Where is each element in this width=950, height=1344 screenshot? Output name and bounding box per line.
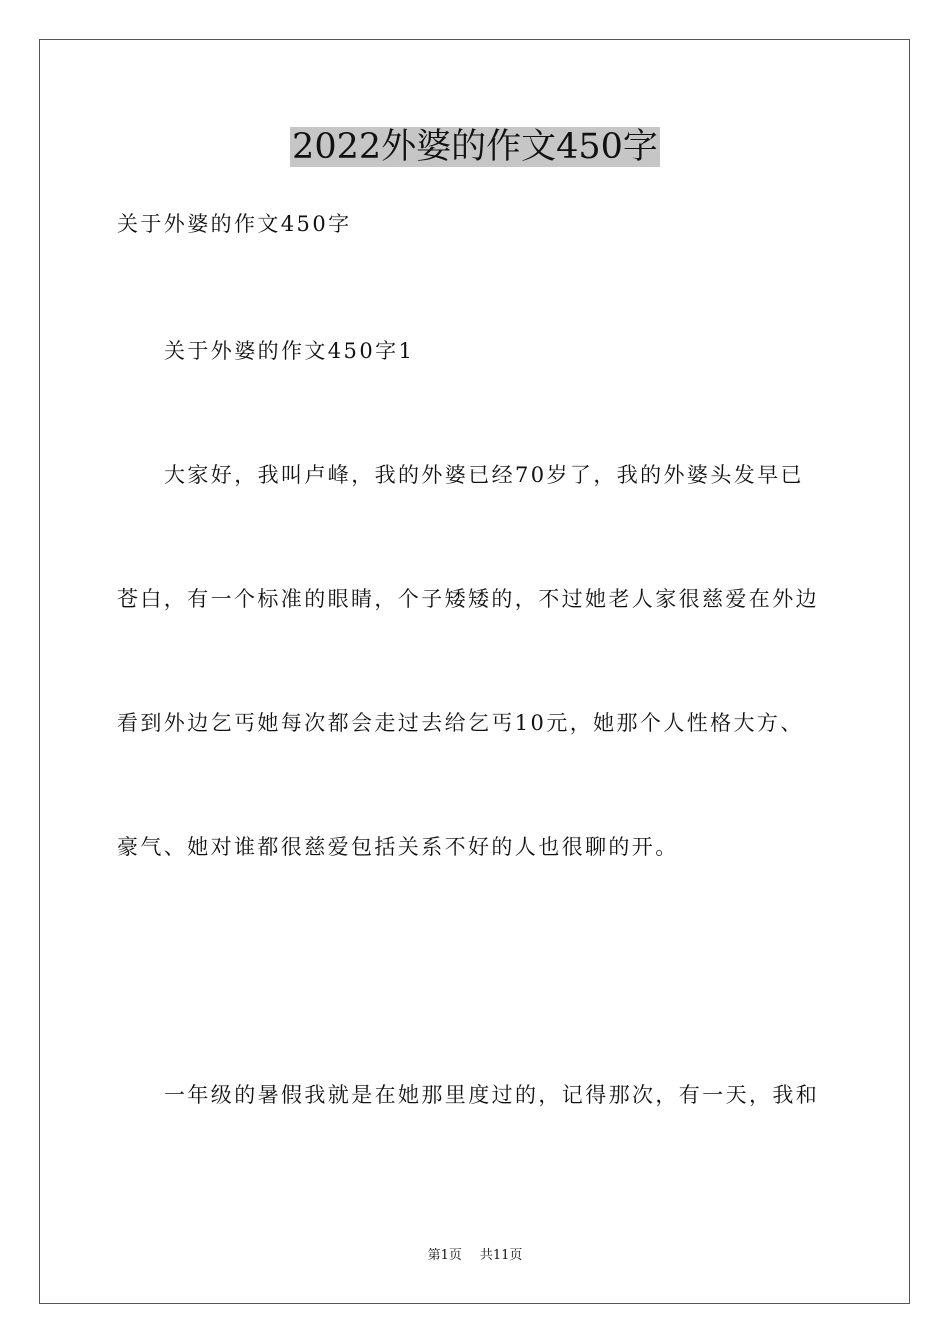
paragraph-line: 苍白，有一个标准的眼睛，个子矮矮的，不过她老人家很慈爱在外边 bbox=[117, 587, 819, 611]
document-title-text: 2022外婆的作文450字 bbox=[292, 127, 658, 167]
page-footer bbox=[0, 1247, 950, 1265]
section-heading: 关于外婆的作文450字1 bbox=[164, 339, 415, 363]
paragraph-line: 豪气、她对谁都很慈爱包括关系不好的人也很聊的开。 bbox=[117, 835, 679, 859]
paragraph-line: 一年级的暑假我就是在她那里度过的，记得那次，有一天，我和 bbox=[164, 1083, 820, 1107]
paragraph-line: 看到外边乞丐她每次都会走过去给乞丐10元，她那个人性格大方、 bbox=[117, 711, 804, 735]
paragraph-line: 大家好，我叫卢峰，我的外婆已经70岁了，我的外婆头发早已 bbox=[164, 463, 804, 487]
page-total: 共11页 bbox=[479, 1248, 523, 1263]
document-title bbox=[0, 125, 950, 169]
page-number: 第1页 bbox=[427, 1248, 462, 1263]
document-subtitle: 关于外婆的作文450字 bbox=[117, 212, 352, 236]
